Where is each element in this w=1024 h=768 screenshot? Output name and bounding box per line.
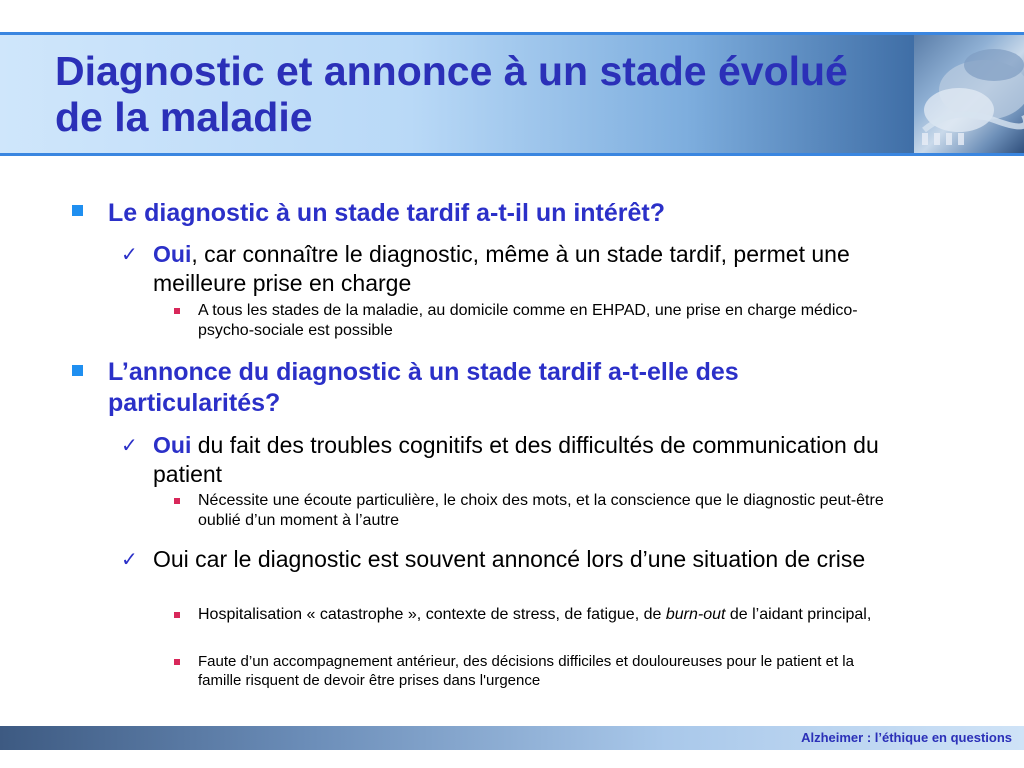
point-text: , car connaître le diagnostic, même à un stade tardif, permet une meilleure prise en charge xyxy=(153,241,850,296)
subpoint-italic: burn-out xyxy=(665,606,726,623)
square-bullet-icon xyxy=(72,365,83,376)
point-2-2: Oui car le diagnostic est souvent annoncé lors d’une situation de crise xyxy=(153,546,866,572)
section-heading-2: L’annonce du diagnostic à un stade tardif a-t-elle des particularités? xyxy=(108,358,739,417)
square-bullet-icon xyxy=(72,205,83,216)
check-mark-icon: ✓ xyxy=(121,549,138,571)
subpoint-2-1-1: Nécessite une écoute particulière, le choix des mots, et la conscience que le diagnostic peut-être oublié d’un moment à l’autre xyxy=(198,492,884,529)
point-2-1 xyxy=(153,431,913,489)
small-square-bullet-icon xyxy=(174,612,180,618)
small-square-bullet-icon xyxy=(174,308,180,314)
slide-title: Diagnostic et annonce à un stade évolué de la maladie xyxy=(55,48,848,140)
subpoint-text: de l’aidant principal, xyxy=(725,606,872,623)
point-text: du fait des troubles cognitifs et des difficultés de communication du patient xyxy=(153,432,879,487)
point-1-1 xyxy=(153,240,913,298)
footer-text: Alzheimer : l’éthique en questions xyxy=(801,730,1012,745)
small-square-bullet-icon xyxy=(174,659,180,665)
check-mark-icon: ✓ xyxy=(121,435,138,457)
subpoint-2-2-2: Faute d’un accompagnement antérieur, des décisions difficiles et douloureuses pour le patient et la famille risquent de devoir être prises dans l'urgence xyxy=(198,653,854,689)
section-heading-1: Le diagnostic à un stade tardif a-t-il un intérêt? xyxy=(108,199,665,227)
point-keyword: Oui xyxy=(153,241,192,267)
small-square-bullet-icon xyxy=(174,498,180,504)
point-keyword: Oui xyxy=(153,432,192,458)
subpoint-1-1-1: A tous les stades de la maladie, au domicile comme en EHPAD, une prise en charge médico-psycho-sociale est possible xyxy=(198,302,858,339)
subpoint-text: Hospitalisation « catastrophe », contexte de stress, de fatigue, de xyxy=(198,606,666,623)
check-mark-icon: ✓ xyxy=(121,244,138,266)
subpoint-2-2-1 xyxy=(198,605,898,625)
